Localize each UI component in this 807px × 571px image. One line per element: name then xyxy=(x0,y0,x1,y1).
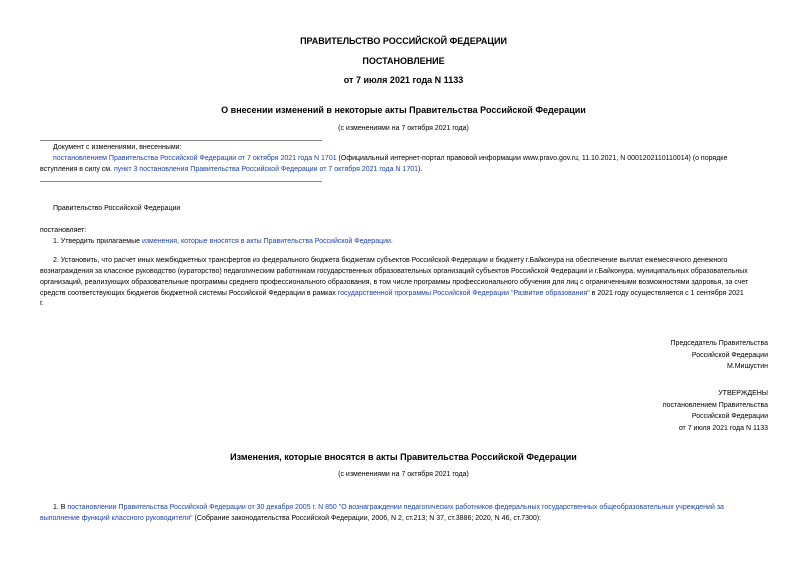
document-title: О внесении изменений в некоторые акты Правительства Российской Федерации xyxy=(221,105,586,115)
annex-item1-line2 xyxy=(40,513,541,525)
approval-block xyxy=(663,388,768,434)
changes-line1 xyxy=(53,153,768,165)
paragraph-1 xyxy=(53,236,393,248)
approval-label: УТВЕРЖДЕНЫ xyxy=(718,390,768,397)
p1-prefix: 1. Утвердить прилагаемые xyxy=(53,238,142,245)
annex-title: Изменения, которые вносятся в акты Правительства Российской Федерации xyxy=(230,452,577,462)
resolution-850-link[interactable]: постановлении Правительства Российской Федерации от 30 декабря 2005 г. N 850 "О вознаграждении педагогических работников федеральных государственных общеобразовательных учреждений за xyxy=(67,504,724,511)
changes-line2 xyxy=(40,164,760,176)
changes-intro: Документ с изменениями, внесенными: xyxy=(53,144,182,151)
signature-title: Председатель Правительства xyxy=(670,340,768,347)
government-heading: ПРАВИТЕЛЬСТВО РОССИЙСКОЙ ФЕДЕРАЦИИ xyxy=(300,36,507,46)
p2-line3: организаций, реализующих образовательные программы среднего профессионального образования, в том числе программы профессионального обучения для лиц с ограниченными возможностями здоровья, за счет xyxy=(40,279,749,286)
amendment-link[interactable]: постановлением Правительства Российской Федерации от 7 октября 2021 года N 1701 xyxy=(53,155,337,162)
changes-text1: (Официальный интернет-портал правовой информации www.pravo.gov.ru, 11.10.2021, N 0001202110110014) (о порядке xyxy=(336,155,728,162)
signature-name: М.Мишустин xyxy=(726,363,768,370)
changes-link[interactable]: изменения, которые вносятся в акты Правительства Российской Федерации xyxy=(141,238,391,245)
approval-line4: от 7 июля 2021 года N 1133 xyxy=(678,424,768,432)
p2-line4 xyxy=(40,288,744,300)
p2-line4-prefix: средств соответствующих бюджетов бюджетной системы Российской Федерации в рамках xyxy=(40,290,338,297)
decides-label: постановляет: xyxy=(40,227,87,234)
p1-suffix: . xyxy=(390,238,393,245)
resolution-850-link-cont[interactable]: выполнение функций классного руководителя" xyxy=(40,515,193,522)
p2-line1: 2. Установить, что расчет иных межбюджетных трансфертов из федерального бюджета бюджетам субъектов Российской Федерации и бюджету г.Байконура на обеспечение выплат ежемесячного денежного xyxy=(53,257,728,264)
state-program-link[interactable]: государственной программы Российской Федерации "Развитие образования" xyxy=(337,290,590,297)
p2-line5: г. xyxy=(40,300,44,307)
approval-line3: Российской Федерации xyxy=(691,413,768,420)
annex-revision: (с изменениями на 7 октября 2021 года) xyxy=(338,471,469,478)
doc-type-heading: ПОСТАНОВЛЕНИЕ xyxy=(362,56,445,66)
date-number: от 7 июля 2021 года N 1133 xyxy=(343,75,464,85)
divider-bottom xyxy=(40,181,322,182)
entry-force-link[interactable]: пункт 3 постановления Правительства Российской Федерации от 7 октября 2021 года N 1701 xyxy=(114,166,418,173)
changes-text2: вступления в силу см. xyxy=(40,166,115,173)
item1-suffix: (Собрание законодательства Российской Федерации, 2006, N 2, ст.213; N 37, ст.3886; 2020, N 46, ст.7300): xyxy=(192,515,542,522)
signature-block xyxy=(671,338,768,373)
divider-top xyxy=(40,140,322,141)
p2-line4-suffix: в 2021 году осуществляется с 1 сентября 2021 xyxy=(589,290,744,297)
revision-note: (с изменениями на 7 октября 2021 года) xyxy=(338,125,469,132)
govt-subject: Правительство Российской Федерации xyxy=(53,205,181,212)
annex-item1-line1 xyxy=(53,502,724,514)
p2-line2: вознаграждения за классное руководство (кураторство) педагогическим работникам государственных образовательных организаций субъектов Российской Федерации и г.Байконура, муниципальных образовательных xyxy=(40,268,748,275)
item1-prefix: 1. В xyxy=(53,504,68,511)
signature-org: Российской Федерации xyxy=(691,351,768,359)
changes-text3: ). xyxy=(418,166,423,173)
approval-line2: постановлением Правительства xyxy=(662,401,768,409)
